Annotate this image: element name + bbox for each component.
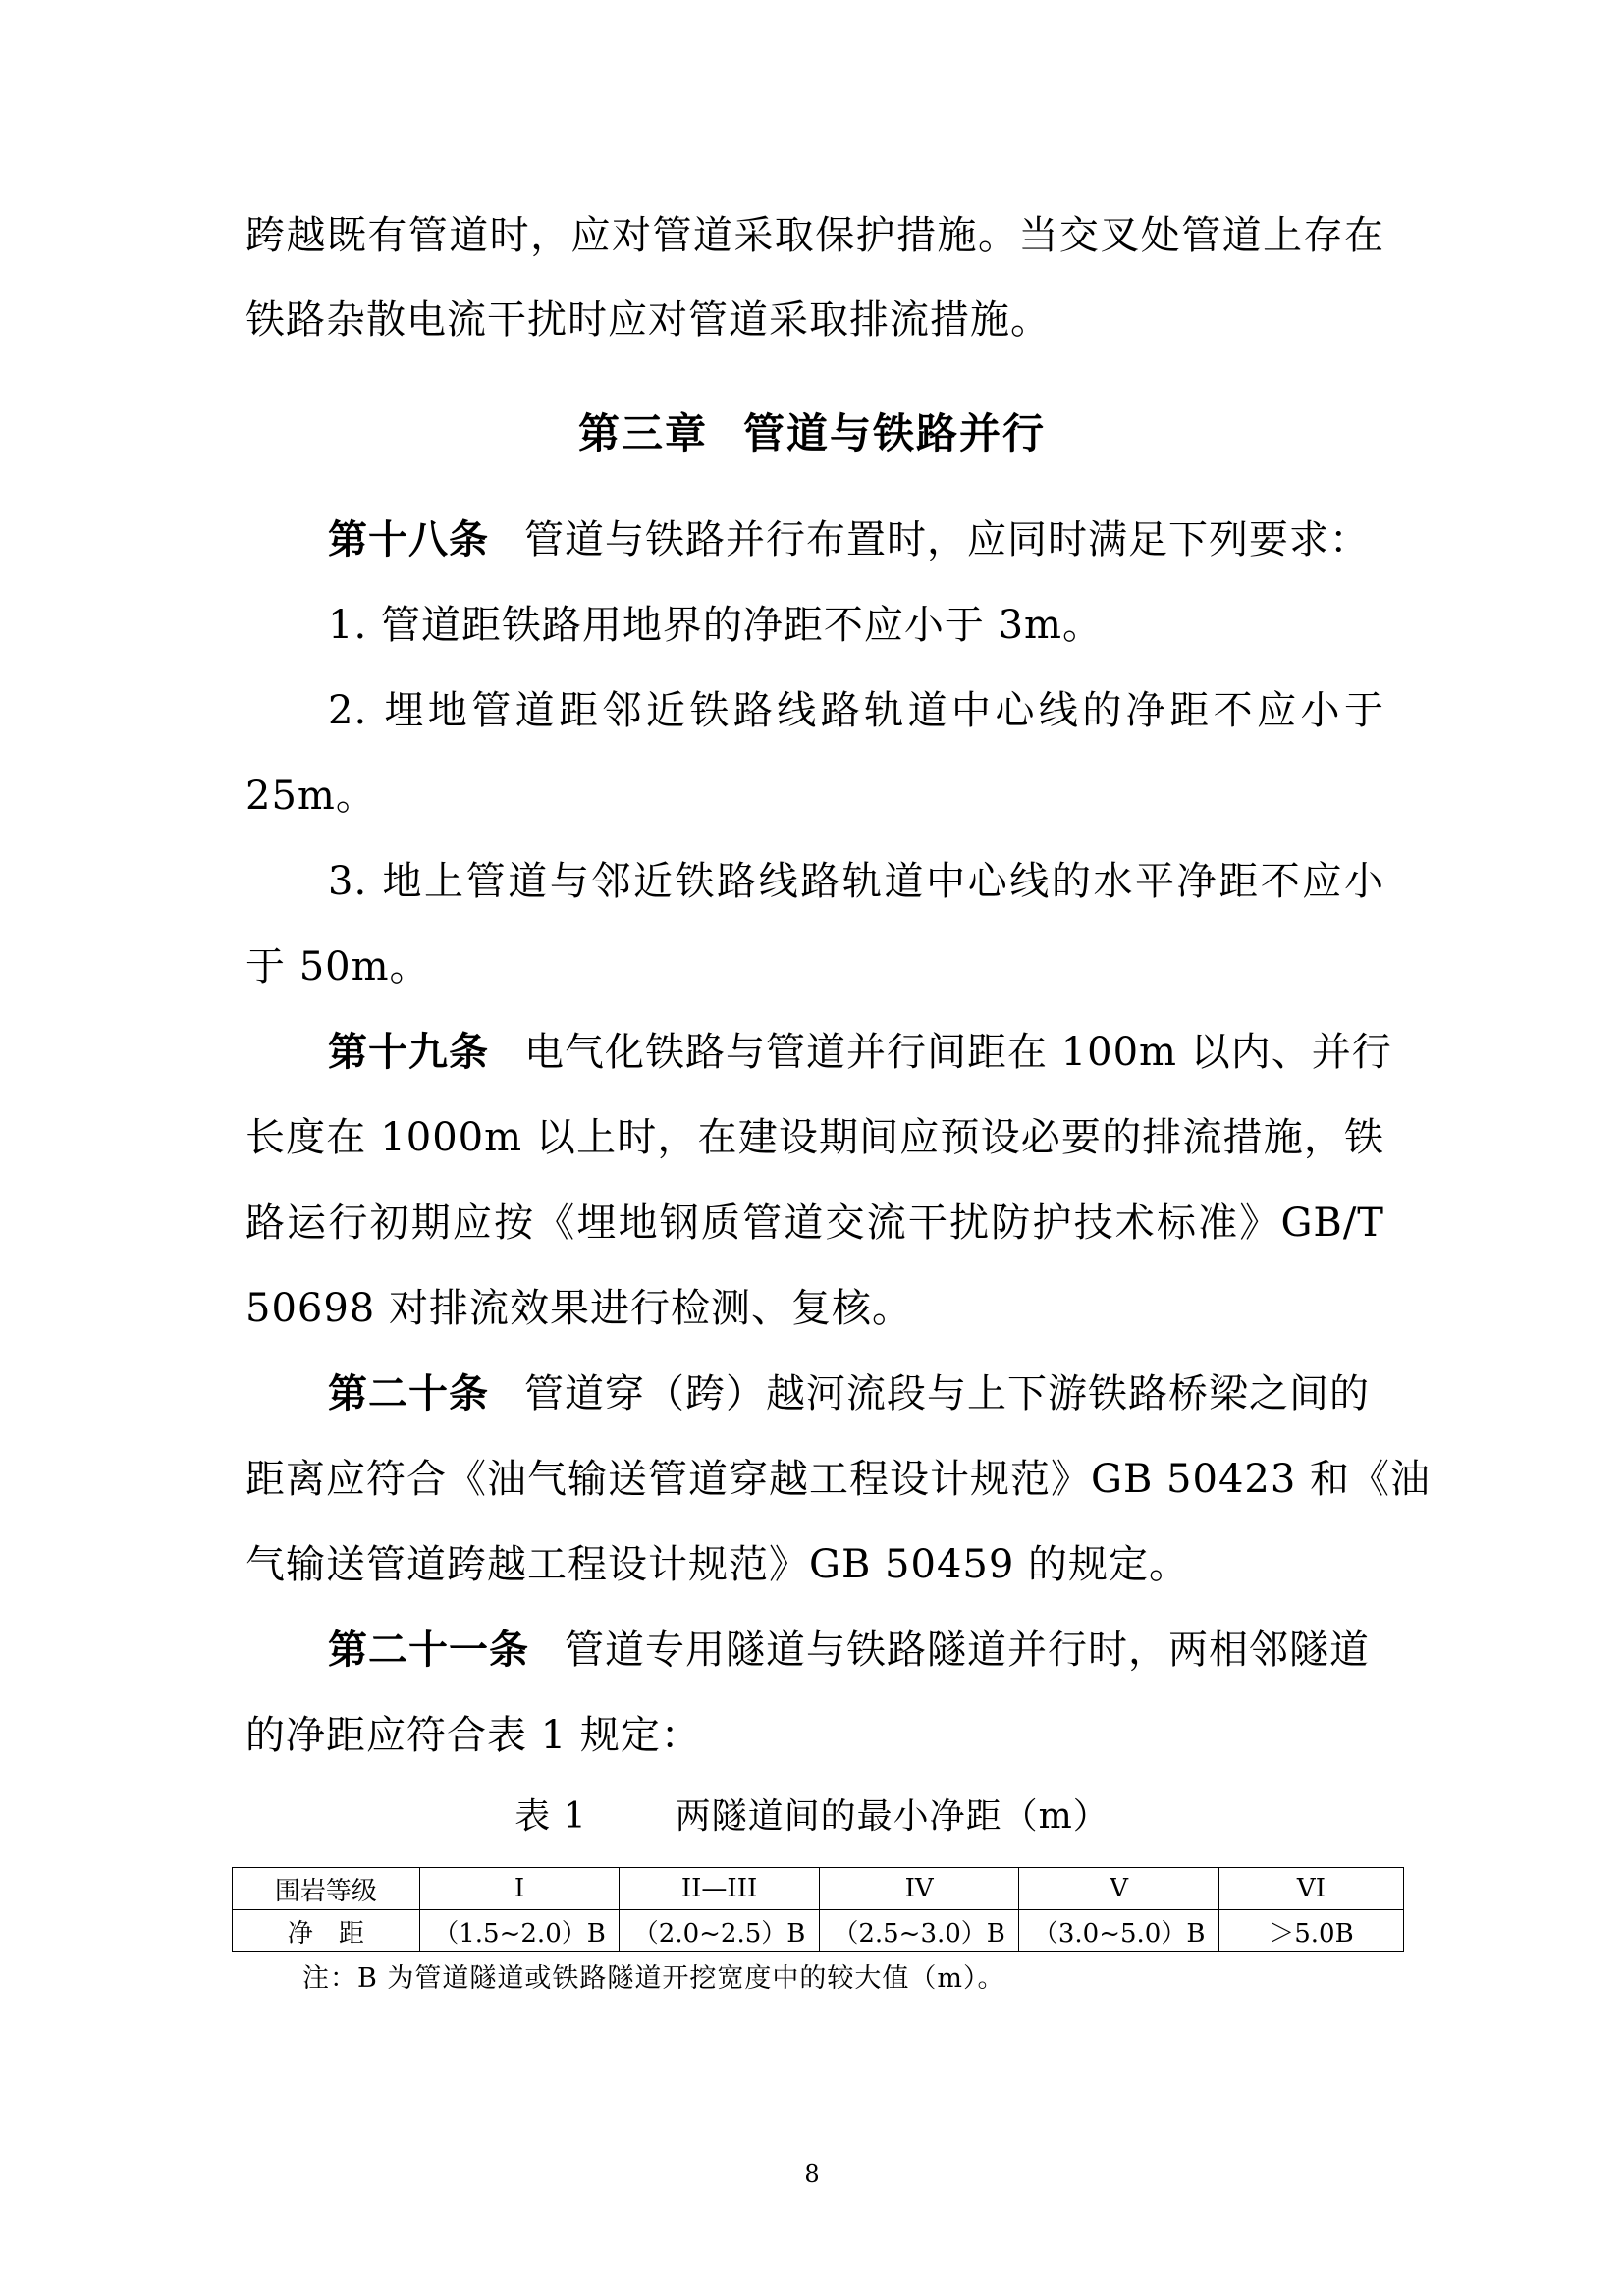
article-19-line-3: 路运行初期应按《埋地钢质管道交流干扰防护技术标准》GB/T bbox=[245, 1201, 1384, 1246]
table-cell: （2.5~3.0）B bbox=[819, 1910, 1019, 1952]
paragraph-continuation-line-1: 跨越既有管道时，应对管道采取保护措施。当交叉处管道上存在 bbox=[245, 213, 1384, 258]
article-18-intro bbox=[328, 512, 1384, 567]
article-18-intro-text: 管道与铁路并行布置时，应同时满足下列要求： bbox=[524, 517, 1370, 562]
table-header-cell: VI bbox=[1218, 1868, 1403, 1910]
article-18-item-3-line-1: 3. 地上管道与邻近铁路线路轨道中心线的水平净距不应小 bbox=[328, 859, 1384, 904]
table-cell: （3.0~5.0）B bbox=[1019, 1910, 1219, 1952]
article-18-item-3-line-2: 于 50m。 bbox=[245, 944, 430, 989]
table-1-caption-number: 表 1 bbox=[514, 1796, 587, 1837]
article-18-item-2-line-1: 2. 埋地管道距邻近铁路线路轨道中心线的净距不应小于 bbox=[328, 688, 1384, 733]
article-21-line-1 bbox=[328, 1623, 1384, 1678]
chapter-heading bbox=[0, 404, 1624, 463]
table-cell: （1.5~2.0）B bbox=[419, 1910, 620, 1952]
article-19-line-1 bbox=[328, 1025, 1392, 1080]
article-20-line-1 bbox=[328, 1366, 1384, 1421]
article-20-line-2: 距离应符合《油气输送管道穿越工程设计规范》GB 50423 和《油 bbox=[245, 1457, 1432, 1502]
table-cell: 净 距 bbox=[233, 1910, 420, 1952]
article-20-line-1-text: 管道穿（跨）越河流段与上下游铁路桥梁之间的 bbox=[524, 1371, 1370, 1416]
table-header-row bbox=[233, 1868, 1404, 1910]
chapter-number: 第三章 bbox=[577, 409, 708, 457]
article-18-item-1: 1. 管道距铁路用地界的净距不应小于 3m。 bbox=[328, 603, 1103, 648]
article-20-line-3: 气输送管道跨越工程设计规范》GB 50459 的规定。 bbox=[245, 1542, 1190, 1587]
table-1-caption-title: 两隧道间的最小净距（m） bbox=[675, 1796, 1110, 1837]
chapter-title: 管道与铁路并行 bbox=[743, 409, 1047, 457]
article-18-label: 第十八条 bbox=[328, 517, 489, 562]
table-1-note: 注：B 为管道隧道或铁路隧道开挖宽度中的较大值（m）。 bbox=[302, 1963, 1005, 1994]
table-cell: （2.0~2.5）B bbox=[620, 1910, 820, 1952]
page-number: 8 bbox=[804, 2161, 820, 2188]
table-header-cell: II—III bbox=[620, 1868, 820, 1910]
article-20-label: 第二十条 bbox=[328, 1371, 489, 1416]
table-header-cell: 围岩等级 bbox=[233, 1868, 420, 1910]
article-21-line-2: 的净距应符合表 1 规定： bbox=[245, 1713, 701, 1758]
table-1 bbox=[232, 1867, 1404, 1952]
table-1-caption bbox=[0, 1792, 1624, 1842]
article-21-line-1-text: 管道专用隧道与铁路隧道并行时，两相邻隧道 bbox=[565, 1628, 1370, 1673]
article-19-line-1-text: 电气化铁路与管道并行间距在 100m 以内、并行 bbox=[524, 1030, 1392, 1075]
article-19-line-2: 长度在 1000m 以上时，在建设期间应预设必要的排流措施，铁 bbox=[245, 1115, 1384, 1160]
article-19-line-4: 50698 对排流效果进行检测、复核。 bbox=[245, 1286, 912, 1331]
table-cell: ＞5.0B bbox=[1218, 1910, 1403, 1952]
table-header-cell: IV bbox=[819, 1868, 1019, 1910]
article-19-label: 第十九条 bbox=[328, 1030, 489, 1075]
table-header-cell: V bbox=[1019, 1868, 1219, 1910]
table-header-cell: I bbox=[419, 1868, 620, 1910]
paragraph-continuation-line-2: 铁路杂散电流干扰时应对管道采取排流措施。 bbox=[245, 297, 1051, 343]
article-18-item-2-line-2: 25m。 bbox=[245, 774, 376, 819]
table-row bbox=[233, 1910, 1404, 1952]
article-21-label: 第二十一条 bbox=[328, 1628, 529, 1673]
